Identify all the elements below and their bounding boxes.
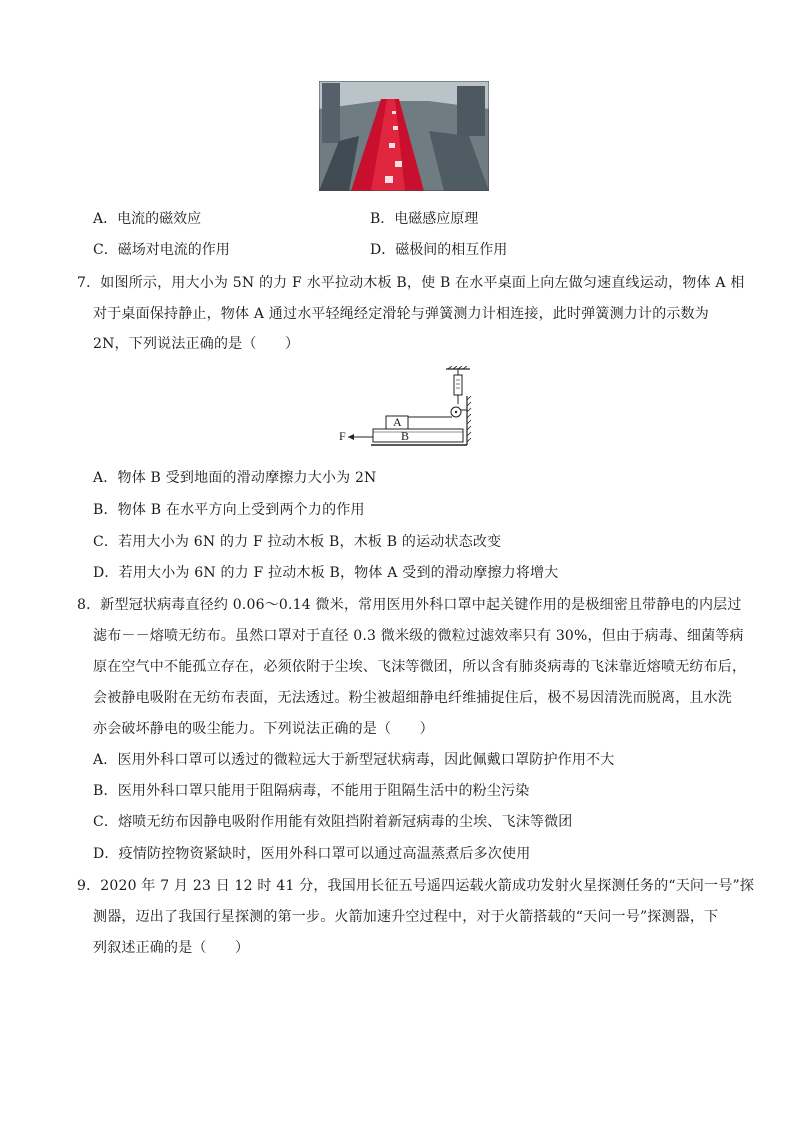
q7-option-d: D．若用大小为 6N 的力 F 拉动木板 B，物体 A 受到的滑动摩擦力将增大 [93,565,559,581]
q7-label-a: A [393,415,402,429]
q7-physics-diagram [336,366,476,448]
q6-option-d: D．磁极间的相互作用 [370,242,508,258]
q7-stem-line-3: 2N，下列说法正确的是（ ） [93,336,300,352]
q8-stem-line-1: 8．新型冠状病毒直径约 0.06～0.14 微米，常用医用外科口罩中起关键作用的是极细密且带静电的内层过 [77,597,742,613]
q8-option-b: B．医用外科口罩只能用于阻隔病毒，不能用于阻隔生活中的粉尘污染 [93,783,530,799]
q7-label-f: F [339,429,346,443]
q7-option-c: C．若用大小为 6N 的力 F 拉动木板 B，木板 B 的运动状态改变 [93,534,502,550]
q9-stem-line-3: 列叙述正确的是（ ） [93,940,250,956]
q7-option-b: B．物体 B 在水平方向上受到两个力的作用 [93,502,365,518]
q7-stem-line-1: 7．如图所示，用大小为 5N 的力 F 水平拉动木板 B，使 B 在水平桌面上向左做匀速直线运动，物体 A 相 [77,275,745,291]
q8-option-d: D．疫情防控物资紧缺时，医用外科口罩可以通过高温蒸煮后多次使用 [93,846,531,862]
q8-option-a: A．医用外科口罩可以透过的微粒远大于新型冠状病毒，因此佩戴口罩防护作用不大 [93,752,615,768]
sorting-line-image [319,81,489,191]
q9-stem-line-1: 9．2020 年 7 月 23 日 12 时 41 分，我国用长征五号遥四运载火箭成功发射火星探测任务的“天问一号”探 [77,878,755,894]
q8-stem-line-4: 会被静电吸附在无纺布表面，无法透过。粉尘被超细静电纤维捕捉住后，极不易因清洗而脱离，且水洗 [93,690,732,706]
q9-stem-line-2: 测器，迈出了我国行星探测的第一步。火箭加速升空过程中，对于火箭搭载的“天问一号”探测器，下 [93,909,719,925]
sorting-line-photo [319,81,489,191]
q8-stem-line-3: 原在空气中不能孤立存在，必须依附于尘埃、飞沫等微团，所以含有肺炎病毒的飞沫靠近熔喷无纺布后， [93,659,747,675]
q6-option-b: B．电磁感应原理 [370,211,479,227]
q6-option-a: A．电流的磁效应 [93,211,202,227]
q7-option-a: A．物体 B 受到地面的滑动摩擦力大小为 2N [93,470,377,486]
q8-stem-line-2: 滤布－－熔喷无纺布。虽然口罩对于直径 0.3 微米级的微粒过滤效率只有 30%，但由于病毒、细菌等病 [93,628,744,644]
q7-stem-line-2: 对于桌面保持静止，物体 A 通过水平轻绳经定滑轮与弹簧测力计相连接，此时弹簧测力计的示数为 [93,306,710,322]
q8-option-c: C．熔喷无纺布因静电吸附作用能有效阻挡附着新冠病毒的尘埃、飞沫等微团 [93,814,573,830]
q8-stem-line-5: 亦会破坏静电的吸尘能力。下列说法正确的是（ ） [93,721,434,737]
q6-option-c: C．磁场对电流的作用 [93,242,230,258]
q7-label-b: B [401,429,410,443]
